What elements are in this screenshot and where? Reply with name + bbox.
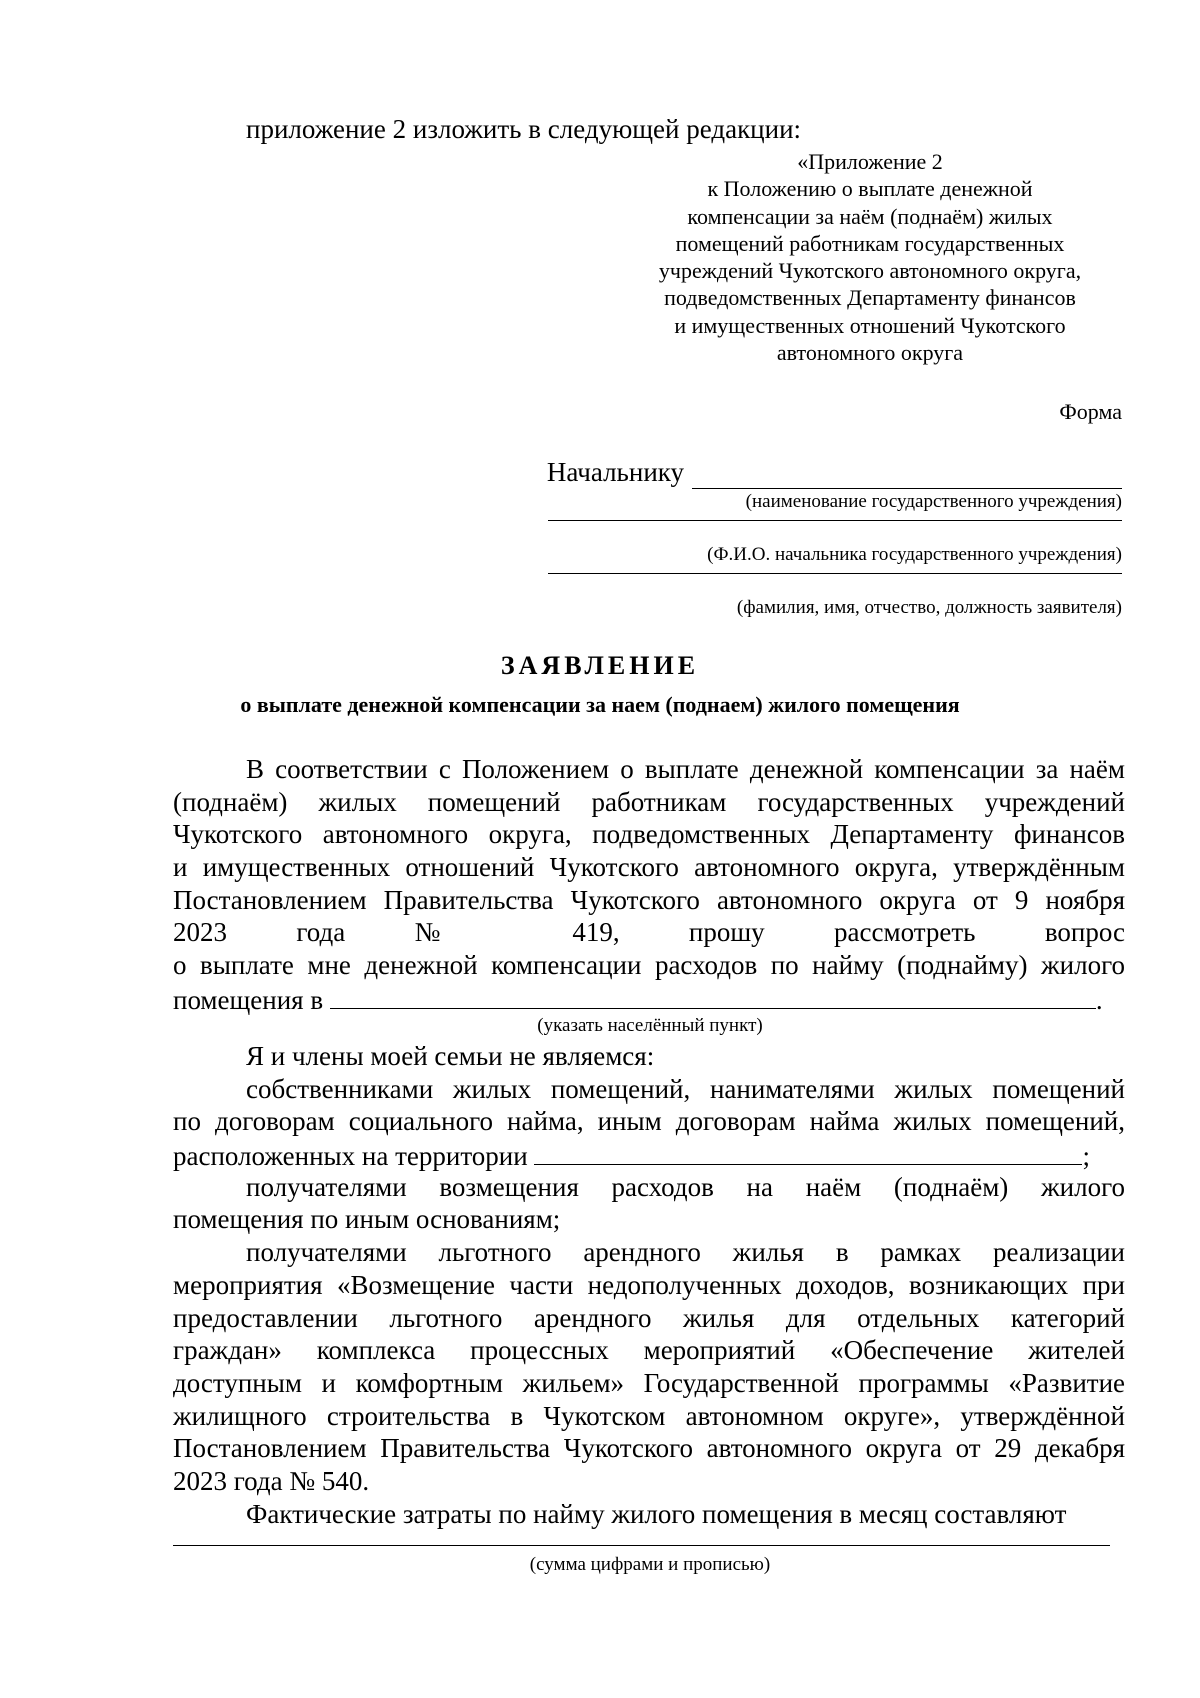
paragraph-legal-basis (173, 753, 1125, 1015)
appendix-line: «Приложение 2 (797, 149, 943, 174)
text-line: (поднаём) жилых помещений работникам государственных учреждений (173, 786, 1125, 817)
institution-name-caption: (наименование государственного учреждения) (745, 491, 1122, 512)
text-line: о выплате мне денежной компенсации расходов по найму (поднайму) жилого (173, 950, 1125, 981)
institution-name-field[interactable] (692, 460, 1122, 489)
settlement-suffix: . (1095, 984, 1103, 1015)
text-line: Постановлением Правительства Чукотского автономного округа от 9 ноября (173, 884, 1125, 915)
form-label: Форма (1059, 399, 1122, 424)
text-line: собственниками жилых помещений, нанимателями жилых помещений (246, 1073, 1125, 1104)
head-name-caption: (Ф.И.О. начальника государственного учреждения) (707, 544, 1122, 565)
text-line: жилищного строительства в Чукотском автономном округе», утверждённой (173, 1400, 1125, 1431)
text-line: Фактические затраты по найму жилого помещения в месяц составляют (246, 1498, 1067, 1529)
territory-prefix: расположенных на территории (173, 1141, 528, 1172)
addressee-row (547, 455, 1122, 489)
head-name-field[interactable] (548, 520, 1122, 521)
settlement-field[interactable] (330, 982, 1096, 1009)
paragraph-family-status (173, 1040, 1125, 1530)
text-line: и имущественных отношений Чукотского автономного округа, утверждённым (173, 852, 1125, 883)
appendix-line: учреждений Чукотского автономного округа, (658, 258, 1082, 284)
text-line: В соответствии с Положением о выплате денежной компенсации за наём (246, 754, 1125, 784)
intro-text: приложение 2 изложить в следующей редакции: (246, 114, 802, 144)
text-line: помещения по иным основаниям; (173, 1204, 561, 1235)
text-line: по договорам социального найма, иным договорам найма жилых помещений, (173, 1106, 1125, 1137)
appendix-line: помещений работникам государственных (675, 230, 1065, 256)
text-line: получателями льготного арендного жилья в рамках реализации (246, 1237, 1125, 1268)
territory-suffix: ; (1082, 1141, 1090, 1172)
text-line: 2023 года № 540. (173, 1465, 370, 1496)
text-line: мероприятия «Возмещение части недополученных доходов, возникающих при (173, 1269, 1125, 1300)
sum-caption: (сумма цифрами и прописью) (529, 1554, 771, 1575)
document-title: ЗАЯВЛЕНИЕ (500, 651, 700, 680)
territory-field[interactable] (534, 1138, 1082, 1165)
text-line: 2023 года № 419, прошу рассмотреть вопрос (173, 917, 1125, 948)
appendix-line: подведомственных Департаменту финансов (664, 285, 1076, 311)
text-line (173, 982, 1125, 1015)
document-subtitle: о выплате денежной компенсации за наем (поднаем) жилого помещения (240, 692, 960, 717)
text-line: Постановлением Правительства Чукотского автономного округа от 29 декабря (173, 1433, 1125, 1464)
text-line: доступным и комфортным жильем» Государственной программы «Развитие (173, 1367, 1125, 1398)
appendix-line: компенсации за наём (поднаём) жилых (687, 203, 1053, 229)
text-line: Чукотского автономного округа, подведомственных Департаменту финансов (173, 819, 1125, 850)
appendix-line: к Положению о выплате денежной (707, 176, 1033, 202)
appendix-line: и имущественных отношений Чукотского (674, 312, 1066, 338)
appendix-header (600, 148, 1140, 366)
settlement-caption: (указать населённый пункт) (537, 1015, 763, 1036)
text-line: Я и члены моей семьи не являемся: (246, 1041, 655, 1071)
text-line: получателями возмещения расходов на наём (поднаём) жилого (246, 1171, 1125, 1202)
applicant-caption: (фамилия, имя, отчество, должность заявителя) (736, 597, 1122, 618)
addressee-label: Начальнику (546, 457, 684, 487)
text-line: граждан» комплекса процессных мероприятий «Обеспечение жителей (173, 1335, 1125, 1366)
appendix-line: автономного округа (776, 340, 964, 366)
applicant-field[interactable] (548, 573, 1122, 574)
settlement-prefix: помещения в (173, 984, 324, 1015)
sum-field[interactable] (173, 1545, 1110, 1546)
text-line (173, 1138, 1125, 1171)
text-line: предоставлении льготного арендного жилья для отдельных категорий (173, 1302, 1125, 1333)
